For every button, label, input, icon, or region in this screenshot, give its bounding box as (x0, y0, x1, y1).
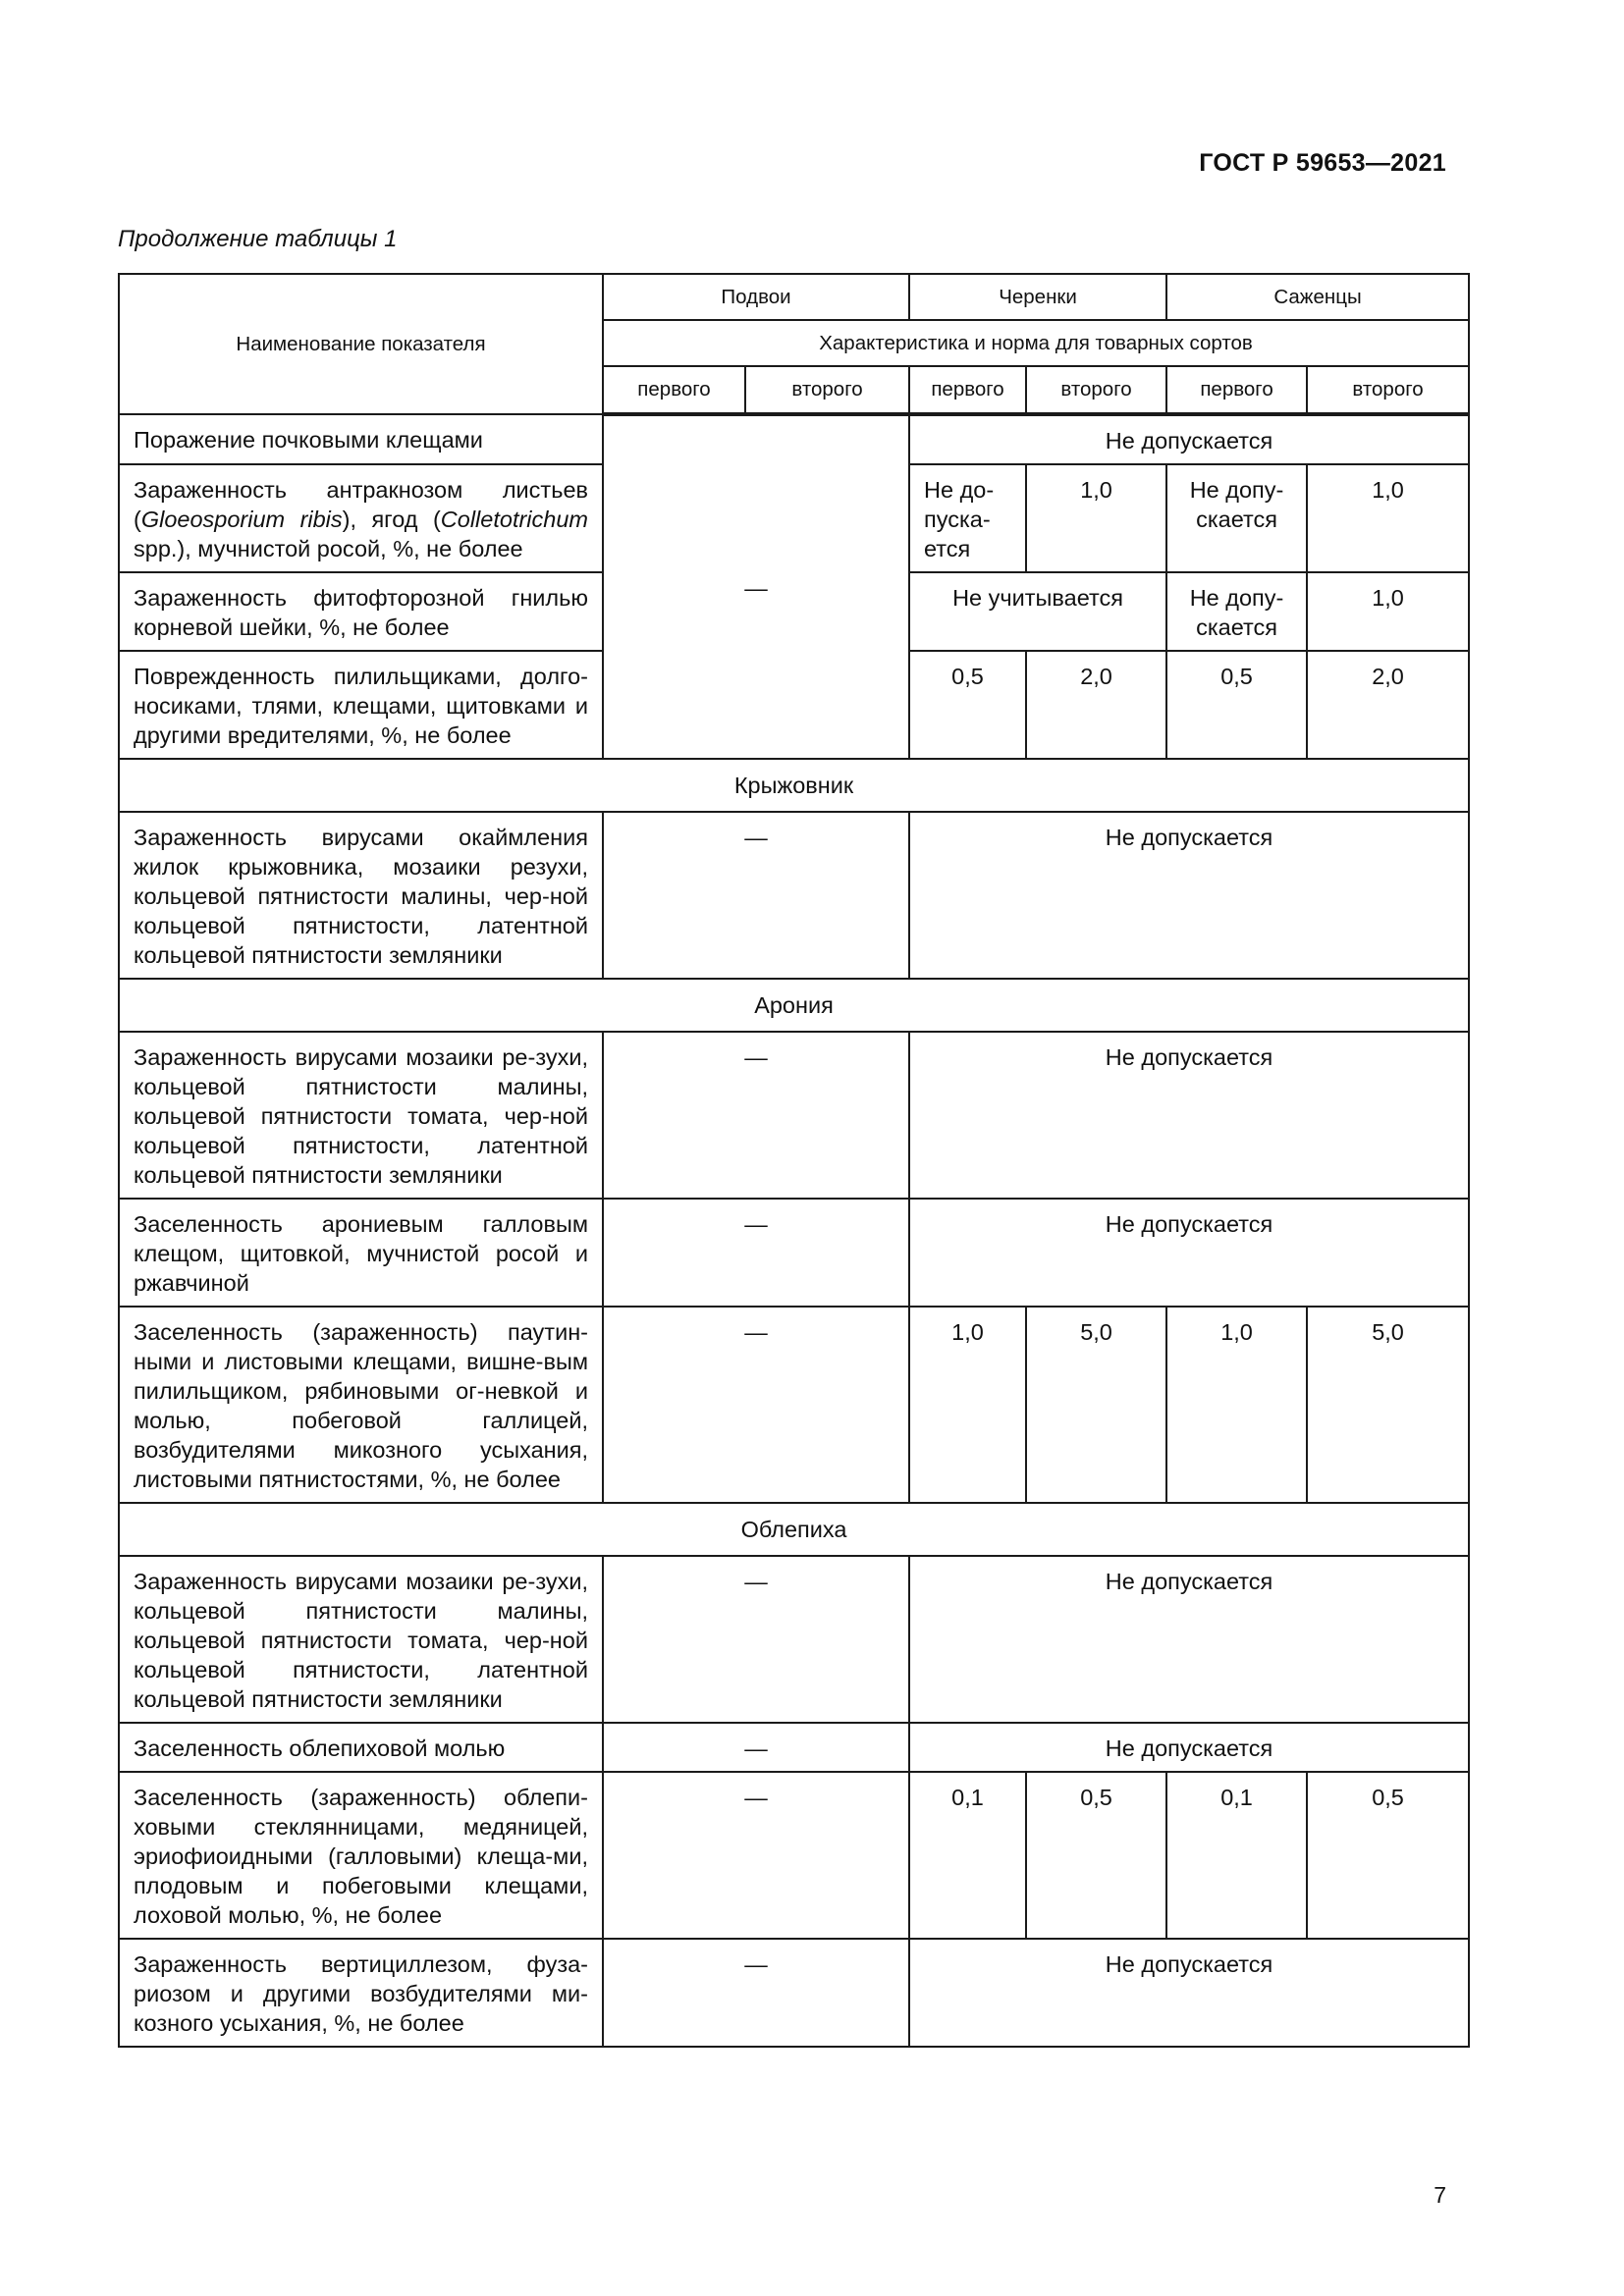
table-row (119, 1939, 1469, 2047)
table-row (119, 1199, 1469, 1307)
table-row (119, 1556, 1469, 1723)
value-cell: Не допускается (909, 1723, 1469, 1772)
value-cell: Не учитывается (909, 572, 1166, 651)
row-name: Поврежденность пилильщиками, долго-носиками, тлями, клещами, щитовками и другими вредителями, %, не более (119, 651, 603, 759)
header-seedlings: Саженцы (1166, 274, 1469, 320)
table-row (119, 1032, 1469, 1199)
value-cell: 5,0 (1307, 1307, 1469, 1503)
row-name: Зараженность вертициллезом, фуза-риозом и другими возбудителями ми-козного усыхания, %, не более (119, 1939, 603, 2047)
row-name: Заселенность арониевым галловым клещом, щитовкой, мучнистой росой и ржавчиной (119, 1199, 603, 1307)
value-cell: Не допускается (909, 1032, 1469, 1199)
rootstocks-value: — (603, 1556, 909, 1723)
table-row (119, 812, 1469, 979)
value-cell: 1,0 (1307, 572, 1469, 651)
value-cell: 5,0 (1026, 1307, 1166, 1503)
requirements-table (118, 273, 1470, 2048)
value-cell: Не допу-скается (1166, 464, 1307, 572)
value-cell: Не допускается (909, 1939, 1469, 2047)
value-cell: 0,1 (1166, 1772, 1307, 1939)
value-cell: 2,0 (1307, 651, 1469, 759)
row-name: Заселенность облепиховой молью (119, 1723, 603, 1772)
header-rootstocks: Подвои (603, 274, 909, 320)
value-cell: 0,5 (1026, 1772, 1166, 1939)
header-indicator-name: Наименование показателя (119, 274, 603, 414)
value-cell: Не допускается (909, 812, 1469, 979)
row-name: Поражение почковыми клещами (119, 414, 603, 464)
rootstocks-value: — (603, 414, 909, 759)
row-name: Заселенность (зараженность) паутин-ными и листовыми клещами, вишне-вым пилильщиком, рябиновыми ог-невкой и молью, побеговой галлицей, возбудителями микозного усыхания, листовыми пятнистостями, %, не более (119, 1307, 603, 1503)
row-name: Зараженность вирусами мозаики ре-зухи, кольцевой пятнистости малины, кольцевой пятнистости томата, чер-ной кольцевой пятнистости, латентной кольцевой пятнистости земляники (119, 1556, 603, 1723)
section-title: Арония (119, 979, 1469, 1032)
rootstocks-value: — (603, 1723, 909, 1772)
value-cell: 1,0 (1026, 464, 1166, 572)
value-cell: Не допускается (909, 414, 1469, 464)
rootstocks-value: — (603, 1939, 909, 2047)
section-row (119, 1503, 1469, 1556)
header-seedlings-grade2: второго (1307, 366, 1469, 414)
row-name: Зараженность вирусами мозаики ре-зухи, кольцевой пятнистости малины, кольцевой пятнистости томата, чер-ной кольцевой пятнистости, латентной кольцевой пятнистости земляники (119, 1032, 603, 1199)
value-cell: 1,0 (1307, 464, 1469, 572)
row-name: Зараженность вирусами окаймления жилок крыжовника, мозаики резухи, кольцевой пятнистости малины, чер-ной кольцевой пятнистости, латентной кольцевой пятнистости земляники (119, 812, 603, 979)
header-norm: Характеристика и норма для товарных сортов (603, 320, 1469, 366)
section-title: Облепиха (119, 1503, 1469, 1556)
section-title: Крыжовник (119, 759, 1469, 812)
header-rootstocks-grade1: первого (603, 366, 745, 414)
rootstocks-value: — (603, 1772, 909, 1939)
value-cell: 0,1 (909, 1772, 1026, 1939)
value-cell: Не допускается (909, 1556, 1469, 1723)
value-cell: Не допу-скается (1166, 572, 1307, 651)
header-rootstocks-grade2: второго (745, 366, 909, 414)
rootstocks-value: — (603, 1199, 909, 1307)
header-cuttings: Черенки (909, 274, 1166, 320)
value-cell: 0,5 (909, 651, 1026, 759)
section-row (119, 759, 1469, 812)
row-name: Заселенность (зараженность) облепи-ховыми стеклянницами, медяницей, эриофиоидными (галловыми) клеща-ми, плодовым и побеговыми клещами, лоховой молью, %, не более (119, 1772, 603, 1939)
row-name: Зараженность фитофторозной гнилью корневой шейки, %, не более (119, 572, 603, 651)
header-cuttings-grade2: второго (1026, 366, 1166, 414)
value-cell: 0,5 (1166, 651, 1307, 759)
page-number: 7 (1434, 2182, 1446, 2208)
value-cell: 1,0 (1166, 1307, 1307, 1503)
value-cell: 2,0 (1026, 651, 1166, 759)
header-seedlings-grade1: первого (1166, 366, 1307, 414)
rootstocks-value: — (603, 812, 909, 979)
table-row (119, 1772, 1469, 1939)
table-continuation-caption: Продолжение таблицы 1 (118, 226, 398, 252)
row-name: Зараженность антракнозом листьев (Gloeosporium ribis), ягод (Colletotrichum spp.), мучнистой росой, %, не более (119, 464, 603, 572)
section-row (119, 979, 1469, 1032)
value-cell: 0,5 (1307, 1772, 1469, 1939)
document-standard-number: ГОСТ Р 59653—2021 (1199, 149, 1446, 177)
table-row (119, 1723, 1469, 1772)
header-cuttings-grade1: первого (909, 366, 1026, 414)
value-cell: 1,0 (909, 1307, 1026, 1503)
value-cell: Не допускается (909, 1199, 1469, 1307)
table-row (119, 1307, 1469, 1503)
rootstocks-value: — (603, 1307, 909, 1503)
rootstocks-value: — (603, 1032, 909, 1199)
value-cell: Не до-пуска-ется (909, 464, 1026, 572)
table-row (119, 414, 1469, 464)
